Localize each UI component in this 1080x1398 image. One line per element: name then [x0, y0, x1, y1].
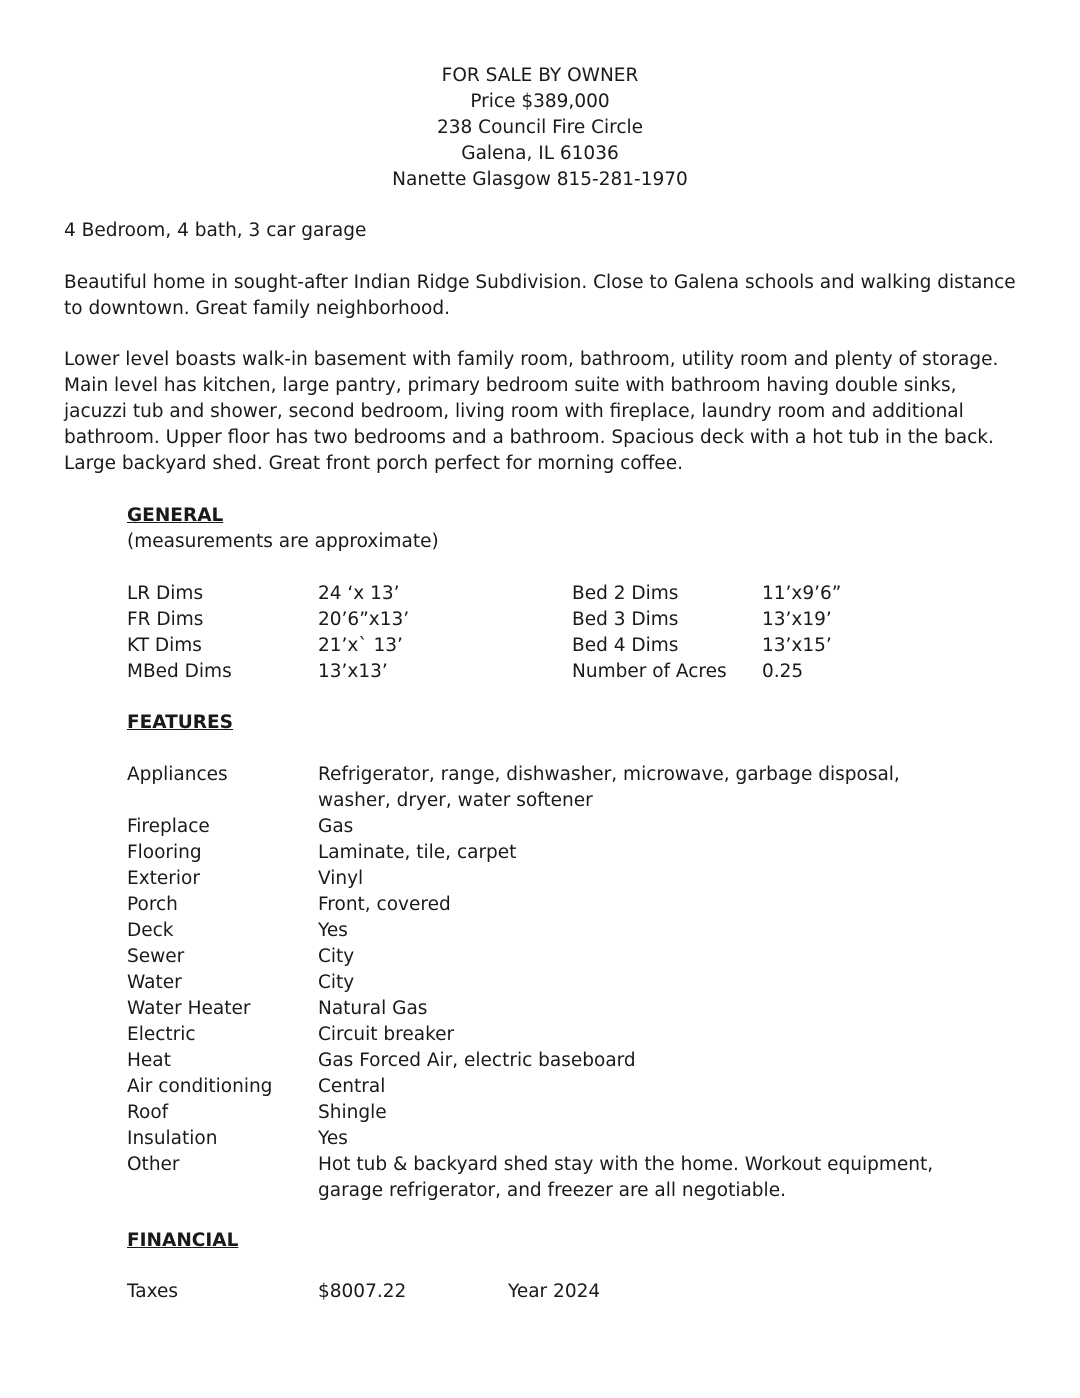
feature-label: Sewer [127, 946, 185, 967]
home-summary: 4 Bedroom, 4 bath, 3 car garage [64, 220, 367, 241]
dim-label: LR Dims [127, 583, 204, 604]
feature-label: Other [127, 1154, 180, 1175]
feature-row [127, 1048, 967, 1074]
dim-label: MBed Dims [127, 661, 232, 682]
city-state-zip: Galena, IL 61036 [461, 143, 619, 164]
street-address: 238 Council Fire Circle [436, 117, 644, 138]
features-table [127, 762, 967, 1204]
dim-value: 0.25 [762, 661, 804, 682]
feature-row [127, 996, 967, 1022]
listing-header [0, 63, 1080, 193]
dimensions-table [127, 581, 927, 685]
dim-label: Bed 3 Dims [572, 609, 679, 630]
description-paragraph-2: Lower level boasts walk-in basement with family room, bathroom, utility room and plenty of storage. Main level has kitchen, large pantry, primary bedroom suite with bathroom having double sinks, jacuzzi tub and shower, second bedroom, living room with fireplace, laundry room and additional bathroom. Upper floor has two bedrooms and a bathroom. Spacious deck with a hot tub in the back. Large backyard shed. Great front porch perfect for morning coffee. [64, 349, 999, 474]
feature-value: City [318, 972, 355, 993]
feature-label: Porch [127, 894, 178, 915]
feature-label: Electric [127, 1024, 196, 1045]
dimensions-row [127, 581, 927, 607]
dim-value: 20’6”x13’ [318, 609, 410, 630]
feature-label: Exterior [127, 868, 200, 889]
feature-value: Front, covered [318, 894, 451, 915]
feature-row [127, 1152, 967, 1204]
feature-label: Water [127, 972, 182, 993]
feature-row [127, 866, 967, 892]
feature-value: Natural Gas [318, 998, 428, 1019]
dimensions-row [127, 659, 927, 685]
financial-section-title: FINANCIAL [127, 1230, 239, 1251]
feature-value: Yes [318, 1128, 348, 1149]
owner-contact: Nanette Glasgow 815-281-1970 [392, 169, 688, 190]
feature-row [127, 944, 967, 970]
feature-label: Insulation [127, 1128, 218, 1149]
general-note: (measurements are approximate) [127, 531, 439, 552]
feature-label: Water Heater [127, 998, 251, 1019]
feature-row [127, 918, 967, 944]
feature-label: Heat [127, 1050, 171, 1071]
dim-label: FR Dims [127, 609, 204, 630]
feature-row [127, 892, 967, 918]
general-section-title: GENERAL [127, 505, 224, 526]
feature-row [127, 814, 967, 840]
feature-value: Gas Forced Air, electric baseboard [318, 1050, 636, 1071]
taxes-value: $8007.22 [318, 1281, 407, 1302]
tax-year: Year 2024 [508, 1281, 601, 1302]
feature-value: Refrigerator, range, dishwasher, microwave, garbage disposal, washer, dryer, water softener [318, 764, 900, 811]
dim-value: 21’x` 13’ [318, 635, 403, 656]
feature-label: Air conditioning [127, 1076, 273, 1097]
dim-value: 13’x19’ [762, 609, 832, 630]
feature-label: Flooring [127, 842, 202, 863]
feature-row [127, 970, 967, 996]
dim-label: KT Dims [127, 635, 202, 656]
feature-row [127, 840, 967, 866]
dimensions-row [127, 607, 927, 633]
feature-value: Hot tub & backyard shed stay with the home. Workout equipment, garage refrigerator, and freezer are all negotiable. [318, 1154, 934, 1201]
dim-value: 13’x13’ [318, 661, 388, 682]
sale-type-heading: FOR SALE BY OWNER [441, 65, 639, 86]
feature-value: Vinyl [318, 868, 364, 889]
dimensions-row [127, 633, 927, 659]
feature-row [127, 1074, 967, 1100]
feature-value: City [318, 946, 355, 967]
financial-row [127, 1279, 827, 1305]
dim-value: 11’x9’6” [762, 583, 842, 604]
feature-value: Circuit breaker [318, 1024, 455, 1045]
feature-value: Yes [318, 920, 348, 941]
feature-row [127, 762, 967, 814]
price-line: Price $389,000 [470, 91, 610, 112]
feature-label: Roof [127, 1102, 169, 1123]
dim-label: Number of Acres [572, 661, 727, 682]
feature-row [127, 1100, 967, 1126]
feature-value: Laminate, tile, carpet [318, 842, 517, 863]
feature-row [127, 1126, 967, 1152]
dim-label: Bed 2 Dims [572, 583, 679, 604]
feature-row [127, 1022, 967, 1048]
feature-label: Appliances [127, 764, 228, 785]
feature-label: Fireplace [127, 816, 210, 837]
dim-value: 24 ‘x 13’ [318, 583, 400, 604]
feature-value: Central [318, 1076, 386, 1097]
dim-label: Bed 4 Dims [572, 635, 679, 656]
dim-value: 13’x15’ [762, 635, 832, 656]
features-section-title: FEATURES [127, 712, 234, 733]
feature-label: Deck [127, 920, 174, 941]
taxes-label: Taxes [127, 1281, 178, 1302]
feature-value: Shingle [318, 1102, 387, 1123]
feature-value: Gas [318, 816, 354, 837]
description-paragraph-1: Beautiful home in sought-after Indian Ridge Subdivision. Close to Galena schools and walking distance to downtown. Great family neighborhood. [64, 272, 1016, 319]
